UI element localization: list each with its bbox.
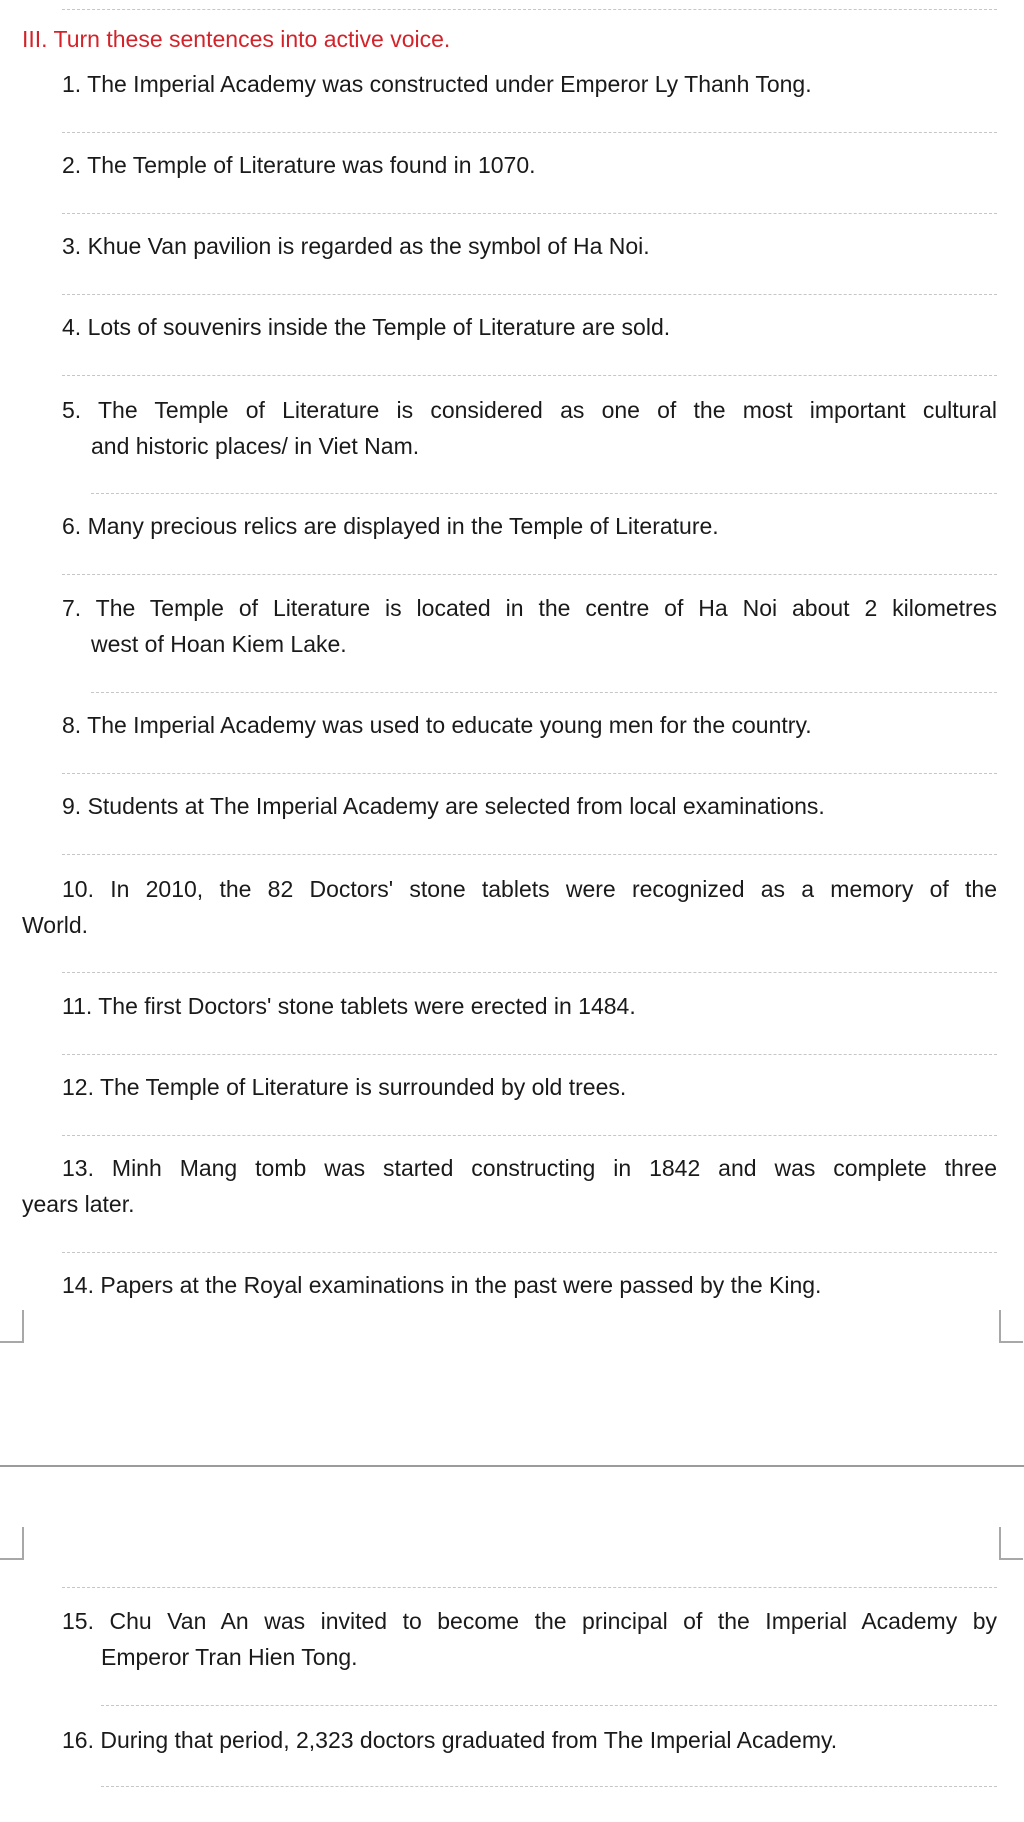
question-5-line-1: 5. The Temple of Literature is considered as one of the most important cultural (62, 397, 997, 423)
question-14: 14. Papers at the Royal examinations in the past were passed by the King. (62, 1272, 822, 1298)
answer-line (91, 692, 997, 693)
answer-line (62, 1135, 997, 1136)
question-13-line-1: 13. Minh Mang tomb was started constructing in 1842 and was complete three (62, 1155, 997, 1181)
question-2: 2. The Temple of Literature was found in 1070. (62, 152, 536, 178)
crop-mark-bottom-right (999, 1310, 1023, 1343)
answer-line (62, 854, 997, 855)
answer-line (62, 132, 997, 133)
question-7-line-2: west of Hoan Kiem Lake. (91, 631, 347, 657)
answer-line (101, 1705, 997, 1706)
answer-line (62, 213, 997, 214)
question-3: 3. Khue Van pavilion is regarded as the symbol of Ha Noi. (62, 233, 650, 259)
question-7-line-1: 7. The Temple of Literature is located in the centre of Ha Noi about 2 kilometres (62, 595, 997, 621)
answer-line (62, 773, 997, 774)
answer-line (62, 972, 997, 973)
question-1: 1. The Imperial Academy was constructed under Emperor Ly Thanh Tong. (62, 71, 812, 97)
question-15-line-1: 15. Chu Van An was invited to become the principal of the Imperial Academy by (62, 1608, 997, 1634)
question-11: 11. The first Doctors' stone tablets were erected in 1484. (62, 993, 636, 1019)
question-4: 4. Lots of souvenirs inside the Temple of Literature are sold. (62, 314, 671, 340)
crop-mark-top-left (0, 1527, 24, 1560)
answer-line (62, 1252, 997, 1253)
crop-mark-bottom-left (0, 1310, 24, 1343)
question-10-line-2: World. (22, 912, 89, 938)
question-12: 12. The Temple of Literature is surrounded by old trees. (62, 1074, 627, 1100)
answer-line (62, 574, 997, 575)
answer-line (62, 1054, 997, 1055)
question-8: 8. The Imperial Academy was used to educate young men for the country. (62, 712, 812, 738)
answer-line (62, 294, 997, 295)
section-heading: III. Turn these sentences into active voice. (22, 26, 451, 52)
question-13-line-2: years later. (22, 1191, 135, 1217)
answer-line (62, 375, 997, 376)
page-break (0, 1465, 1024, 1467)
answer-line (62, 1587, 997, 1588)
crop-mark-top-right (999, 1527, 1023, 1560)
question-15-line-2: Emperor Tran Hien Tong. (101, 1644, 358, 1670)
question-6: 6. Many precious relics are displayed in the Temple of Literature. (62, 513, 719, 539)
question-9: 9. Students at The Imperial Academy are selected from local examinations. (62, 793, 825, 819)
question-16: 16. During that period, 2,323 doctors graduated from The Imperial Academy. (62, 1727, 838, 1753)
question-5-line-2: and historic places/ in Viet Nam. (91, 433, 420, 459)
question-10-line-1: 10. In 2010, the 82 Doctors' stone tablets were recognized as a memory of the (62, 876, 997, 902)
answer-line (101, 1786, 997, 1787)
answer-line (91, 493, 997, 494)
answer-line (62, 9, 997, 10)
